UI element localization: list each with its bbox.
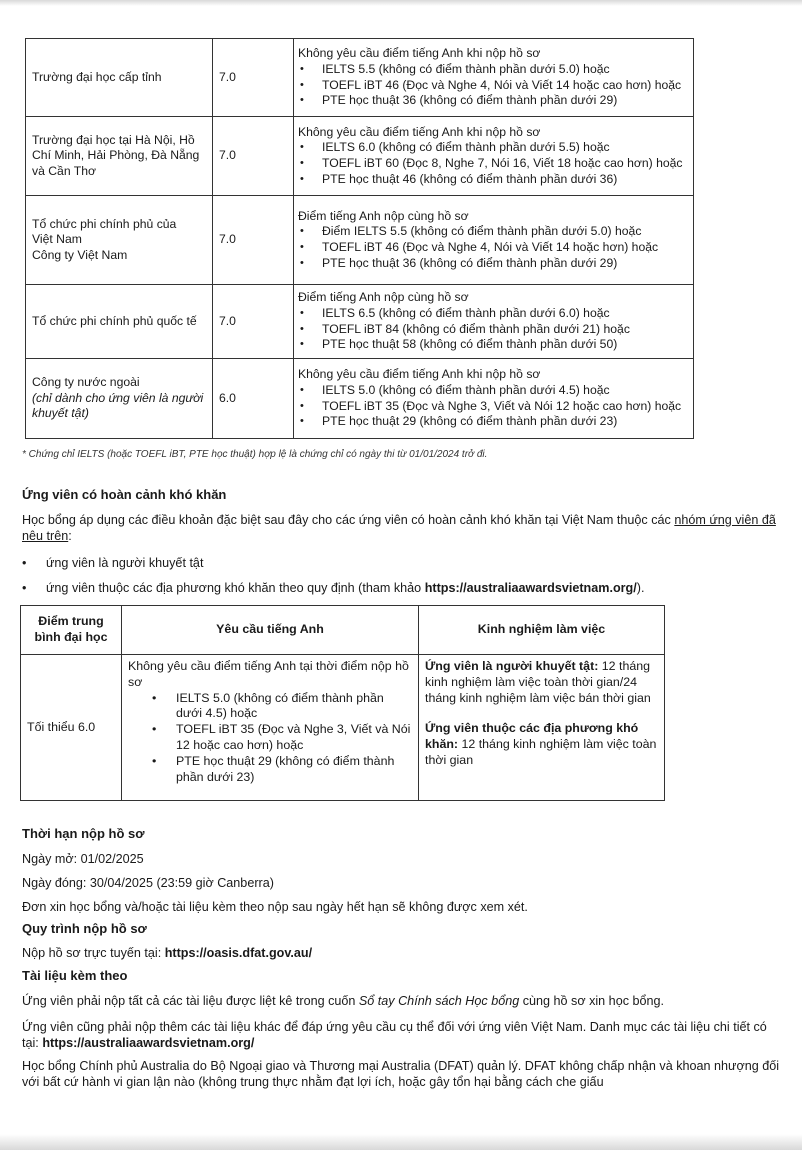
table-row [26,117,694,196]
score-cell: 7.0 [213,39,294,117]
disadvantaged-requirements-table [20,605,665,801]
experience-disabled [425,659,658,706]
org-line: Tổ chức phi chính phủ của [32,216,177,231]
list-item: • TOEFL iBT 60 (Đọc 8, Nghe 7, Nói 16, Viết 18 hoặc cao hơn) hoặc [298,156,689,172]
list-item: • IELTS 5.0 (không có điểm thành phần dưới 4.5) hoặc [128,691,412,723]
list-item: • PTE học thuật 29 (không có điểm thành phần dưới 23) [128,754,412,786]
disadvantaged-intro [22,512,782,544]
experience-label: Ứng viên là người khuyết tật: [425,659,599,673]
requirement-header: Không yêu cầu điểm tiếng Anh khi nộp hồ sơ [298,367,541,382]
list-item: • TOEFL iBT 46 (Đọc và Nghe 4, Nói và Viết 14 hoặc hơn) hoặc [298,240,689,256]
disadvantaged-bullet-1 [22,555,782,571]
docs-paragraph-3: Học bổng Chính phủ Australia do Bộ Ngoại giao và Thương mại Australia (DFAT) quản lý. DFAT không chấp nhận và khoan nhượng đối với bất cứ hành vi gian lận nào (không trung thực nhằm đạt lợi ích, hoặc gây tổn hại bằng cách che giấu [22,1059,780,1089]
experience-text: 12 tháng kinh nghiệm làm việc toàn thời gian/24 tháng kinh nghiệm làm việc bán thời gian [425,659,651,705]
open-date: Ngày mở: 01/02/2025 [22,852,144,866]
column-header: Điểm trung bình đại học [21,606,122,655]
list-item: • PTE học thuật 46 (không có điểm thành phần dưới 36) [298,172,689,188]
experience-cell [419,655,665,801]
score-cell: 7.0 [213,117,294,196]
docs-link[interactable]: https://australiaawardsvietnam.org/ [42,1036,255,1050]
list-item: • IELTS 5.0 (không có điểm thành phần dưới 4.5) hoặc [298,383,689,399]
spacer [425,706,658,721]
bullet-glyph: • [22,556,27,570]
docs-paragraph-1 [22,993,782,1009]
intro-underlined: nhóm ứng viên đã nêu trên [22,513,776,543]
org-cell: Trường đại học tại Hà Nội, Hồ Chí Minh, Hải Phòng, Đà Nẵng và Cần Thơ [26,117,213,196]
table-row [26,39,694,117]
section-heading-disadvantaged: Ứng viên có hoàn cảnh khó khăn [22,487,227,502]
intro-colon: : [68,529,72,543]
table-row [26,196,694,285]
docs-text-end: cùng hồ sơ xin học bổng. [519,994,665,1008]
scan-edge-top [0,0,802,6]
org-name: Công ty nước ngoài [32,375,140,390]
list-item: • PTE học thuật 36 (không có điểm thành phần dưới 29) [298,93,689,109]
section-heading-deadline: Thời hạn nộp hồ sơ [22,826,145,841]
docs-paragraph-2 [22,1019,782,1051]
bullet-text-end: ). [636,581,645,595]
requirement-cell [294,285,694,359]
table-row [26,285,694,359]
requirement-header: Điểm tiếng Anh nộp cùng hồ sơ [298,208,469,223]
scan-edge-bottom [0,1134,802,1150]
table-row [21,655,665,801]
english-cell [122,655,419,801]
org-cell: Trường đại học cấp tỉnh [26,39,213,117]
list-item: • Điểm IELTS 5.5 (không có điểm thành phần dưới 5.0) hoặc [298,224,689,240]
disadvantaged-bullet-2 [22,580,782,596]
handbook-title: Sổ tay Chính sách Học bổng [358,994,520,1008]
intro-text: Học bổng áp dụng các điều khoản đặc biệt sau đây cho các ứng viên có hoàn cảnh khó khăn tại Việt Nam thuộc các [22,513,671,527]
requirement-cell [294,196,694,285]
bullet-text: ứng viên là người khuyết tật [46,556,204,570]
process-label: Nộp hồ sơ trực tuyến tại: [22,946,165,960]
org-note: (chỉ dành cho ứng viên là người khuyết tật) [32,390,204,421]
org-cell: Tổ chức phi chính phủ quốc tế [26,285,213,359]
table-row [26,359,694,439]
score-cell: 6.0 [213,359,294,439]
table-footnote: * Chứng chỉ IELTS (hoặc TOEFL iBT, PTE học thuật) hợp lệ là chứng chỉ có ngày thi từ 01/01/2024 trở đi. [22,449,488,460]
close-date: Ngày đóng: 30/04/2025 (23:59 giờ Canberra) [22,876,274,890]
list-item: • PTE học thuật 36 (không có điểm thành phần dưới 29) [298,256,689,272]
requirement-header: Không yêu cầu điểm tiếng Anh khi nộp hồ sơ [298,124,541,139]
column-header: Yêu cầu tiếng Anh [122,606,419,655]
score-cell: 7.0 [213,196,294,285]
english-header: Không yêu cầu điểm tiếng Anh tại thời điểm nộp hồ sơ [128,659,409,689]
experience-text: 12 tháng kinh nghiệm làm việc toàn thời gian [425,737,657,767]
oasis-link[interactable]: https://oasis.dfat.gov.au/ [164,946,313,960]
score-cell: 7.0 [213,285,294,359]
list-item: • PTE học thuật 58 (không có điểm thành phần dưới 50) [298,337,689,353]
table-header-row [21,606,665,655]
gpa-cell: Tối thiểu 6.0 [21,655,122,801]
requirement-header: Điểm tiếng Anh nộp cùng hồ sơ [298,290,469,305]
list-item: • IELTS 5.5 (không có điểm thành phần dưới 5.0) hoặc [298,62,689,78]
requirement-cell [294,39,694,117]
experience-disadvantaged-area [425,721,658,768]
english-requirements-table [25,38,694,439]
requirement-cell [294,359,694,439]
list-item: • IELTS 6.5 (không có điểm thành phần dưới 6.0) hoặc [298,306,689,322]
experience-label: Ứng viên thuộc các địa phương khó khăn: [425,721,639,752]
requirement-header: Không yêu cầu điểm tiếng Anh khi nộp hồ sơ [298,46,541,61]
list-item: • PTE học thuật 29 (không có điểm thành phần dưới 23) [298,414,689,430]
list-item: • TOEFL iBT 46 (Đọc và Nghe 4, Nói và Viết 14 hoặc cao hơn) hoặc [298,78,689,94]
late-notice: Đơn xin học bổng và/hoặc tài liệu kèm theo nộp sau ngày hết hạn sẽ không được xem xét. [22,900,528,914]
list-item: • TOEFL iBT 35 (Đọc và Nghe 3, Viết và Nói 12 hoặc cao hơn) hoặc [298,399,689,415]
docs-text: Ứng viên phải nộp tất cả các tài liệu được liệt kê trong cuốn [22,994,359,1008]
org-line: Công ty Việt Nam [32,247,128,262]
section-heading-docs: Tài liệu kèm theo [22,968,128,983]
bullet-text: ứng viên thuộc các địa phương khó khăn theo quy định (tham khảo [46,581,425,595]
process-text [22,945,782,961]
org-line: Việt Nam [32,232,82,247]
list-item: • TOEFL iBT 35 (Đọc và Nghe 3, Viết và Nói 12 hoặc cao hơn) hoặc [128,722,412,754]
list-item: • TOEFL iBT 84 (không có điểm thành phần dưới 21) hoặc [298,322,689,338]
bullet-glyph: • [22,581,27,595]
reference-link[interactable]: https://australiaawardsvietnam.org/ [424,581,637,595]
requirement-cell [294,117,694,196]
docs-text: Ứng viên cũng phải nộp thêm các tài liệu khác để đáp ứng yêu cầu cụ thể đối với ứng viên Việt Nam. Danh mục các tài liệu chi tiết có tại: [22,1020,767,1050]
org-cell [26,359,213,439]
column-header: Kinh nghiệm làm việc [419,606,665,655]
list-item: • IELTS 6.0 (không có điểm thành phần dưới 5.5) hoặc [298,140,689,156]
org-cell [26,196,213,285]
section-heading-process: Quy trình nộp hồ sơ [22,921,147,936]
